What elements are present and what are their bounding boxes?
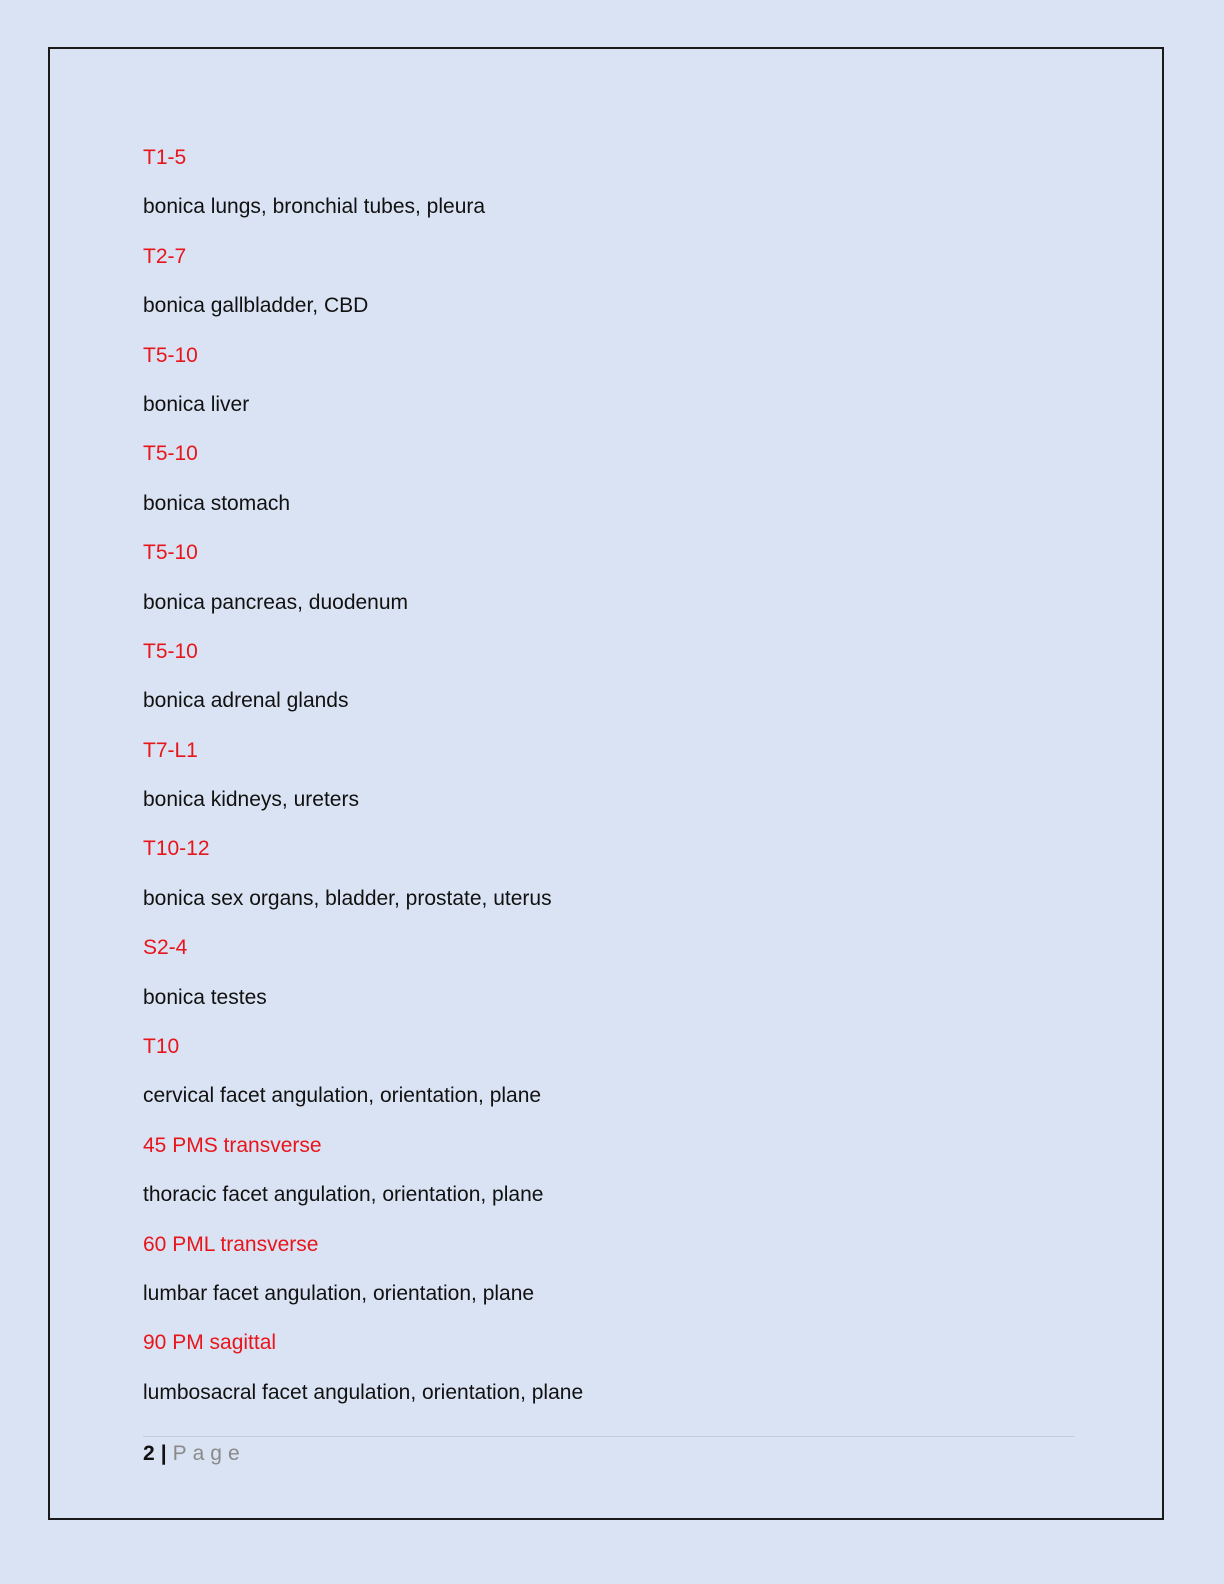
text-line: 90 PM sagittal [143,1331,277,1355]
text-line: T2-7 [143,244,187,268]
text-line: bonica pancreas, duodenum [143,590,409,614]
text-line: 60 PML transverse [143,1232,319,1256]
text-line: T7-L1 [143,738,198,762]
text-line: lumbosacral facet angulation, orientation, plane [143,1380,584,1404]
text-line: T10-12 [143,837,210,861]
text-line: T1-5 [143,146,187,169]
text-line: lumbar facet angulation, orientation, plane [143,1281,535,1305]
text-line: T5-10 [143,442,198,466]
text-line: bonica gallbladder, CBD [143,294,369,318]
text-line: S2-4 [143,936,188,960]
text-line: bonica lungs, bronchial tubes, pleura [143,195,486,219]
page-label: Page [172,1442,246,1465]
text-line: 45 PMS transverse [143,1133,322,1157]
text-line: bonica liver [143,392,250,416]
page-number: 2 [143,1442,155,1465]
document-body [143,144,1073,1428]
page-footer [143,1440,246,1468]
text-line: bonica stomach [143,491,291,515]
footer-divider [143,1436,1074,1437]
text-line: bonica sex organs, bladder, prostate, uterus [143,886,552,910]
text-line: bonica testes [143,985,267,1009]
text-line: T5-10 [143,541,198,565]
text-line: cervical facet angulation, orientation, plane [143,1084,542,1108]
text-line: thoracic facet angulation, orientation, plane [143,1183,544,1207]
text-line: bonica kidneys, ureters [143,788,359,812]
text-line: T10 [143,1035,180,1059]
text-line: T5-10 [143,639,198,663]
text-line: T5-10 [143,343,198,367]
text-line: bonica adrenal glands [143,689,349,713]
footer-separator: | [160,1442,167,1465]
